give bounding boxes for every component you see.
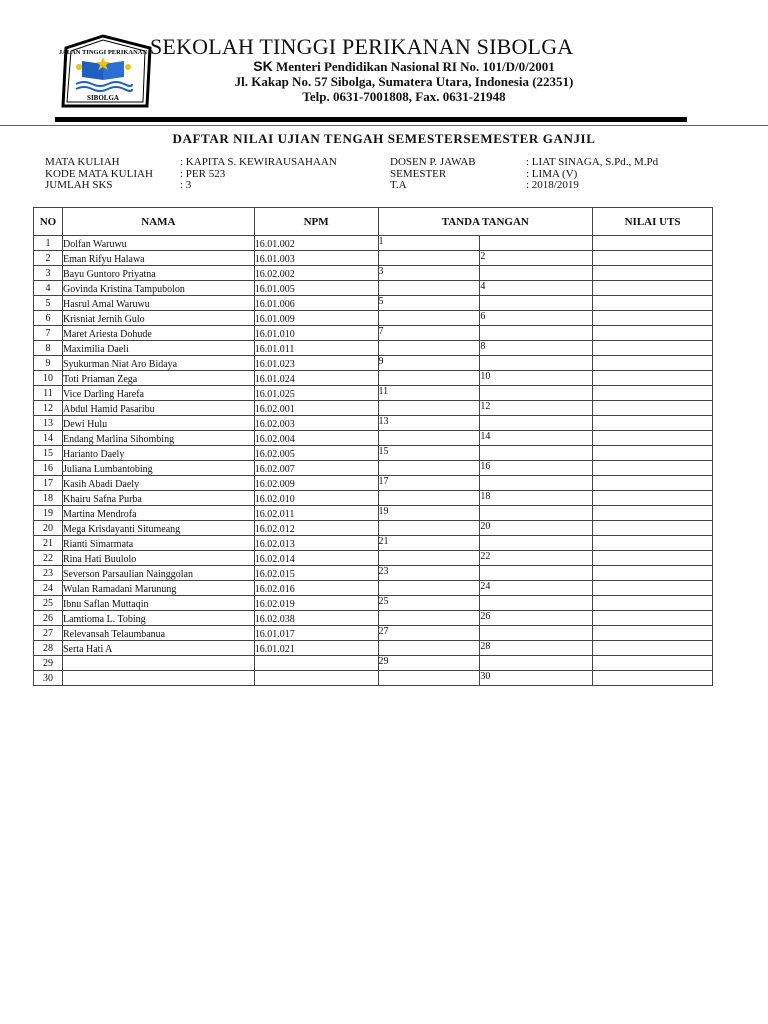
row-number: 10 — [34, 371, 63, 386]
student-npm: 16.01.010 — [254, 326, 378, 341]
signature-cell: 30 — [480, 671, 593, 686]
uts-score-cell — [593, 641, 713, 656]
signature-cell — [480, 356, 593, 371]
student-npm: 16.01.017 — [254, 626, 378, 641]
student-name: Rina Hati Buulolo — [62, 551, 254, 566]
signature-cell: 17 — [378, 476, 480, 491]
uts-score-cell — [593, 416, 713, 431]
signature-cell — [378, 401, 480, 416]
student-npm: 16.01.009 — [254, 311, 378, 326]
student-name: Bayu Guntoro Priyatna — [62, 266, 254, 281]
signature-cell: 26 — [480, 611, 593, 626]
table-row — [34, 371, 713, 386]
table-row — [34, 266, 713, 281]
header-npm: NPM — [254, 208, 378, 236]
student-npm: 16.02.038 — [254, 611, 378, 626]
student-name: Kasih Abadi Daely — [62, 476, 254, 491]
info-label: JUMLAH SKS — [45, 179, 113, 191]
table-row — [34, 506, 713, 521]
row-number: 1 — [34, 236, 63, 251]
signature-cell: 2 — [480, 251, 593, 266]
signature-cell: 29 — [378, 656, 480, 671]
info-right-labels — [390, 157, 476, 192]
student-npm: 16.01.002 — [254, 236, 378, 251]
signature-cell: 12 — [480, 401, 593, 416]
signature-cell: 14 — [480, 431, 593, 446]
info-label: KODE MATA KULIAH — [45, 167, 153, 180]
student-npm: 16.02.019 — [254, 596, 378, 611]
signature-cell — [378, 671, 480, 686]
info-label: T.A — [390, 179, 407, 191]
student-name: Toti Priaman Zega — [62, 371, 254, 386]
uts-score-cell — [593, 341, 713, 356]
uts-score-cell — [593, 506, 713, 521]
table-row — [34, 551, 713, 566]
student-npm: 16.02.004 — [254, 431, 378, 446]
info-right-values — [526, 157, 658, 192]
header-divider-thin — [0, 125, 768, 126]
row-number: 9 — [34, 356, 63, 371]
signature-cell: 19 — [378, 506, 480, 521]
signature-cell — [378, 491, 480, 506]
header-divider-thick — [55, 117, 687, 122]
table-row — [34, 491, 713, 506]
row-number: 16 — [34, 461, 63, 476]
uts-score-cell — [593, 566, 713, 581]
signature-cell: 1 — [378, 236, 480, 251]
uts-score-cell — [593, 251, 713, 266]
student-name: Govinda Kristina Tampubolon — [62, 281, 254, 296]
signature-cell — [378, 251, 480, 266]
student-name: Dewi Hulu — [62, 416, 254, 431]
signature-cell — [480, 296, 593, 311]
info-value: : 2018/2019 — [526, 179, 579, 191]
row-number: 19 — [34, 506, 63, 521]
signature-cell: 9 — [378, 356, 480, 371]
signature-cell: 28 — [480, 641, 593, 656]
student-npm: 16.02.001 — [254, 401, 378, 416]
student-name — [62, 671, 254, 686]
student-name: Maret Ariesta Dohude — [62, 326, 254, 341]
student-name: Maximilia Daeli — [62, 341, 254, 356]
student-name: Khairu Safna Purba — [62, 491, 254, 506]
info-left-labels — [45, 157, 153, 192]
uts-score-cell — [593, 236, 713, 251]
info-value: : KAPITA S. KEWIRAUSAHAAN — [180, 156, 337, 168]
row-number: 21 — [34, 536, 63, 551]
student-npm: 16.01.011 — [254, 341, 378, 356]
info-label: MATA KULIAH — [45, 156, 120, 168]
uts-score-cell — [593, 551, 713, 566]
svg-text:JALAN TINGGI PERIKANAN: JALAN TINGGI PERIKANAN — [58, 49, 148, 56]
info-value: : PER 523 — [180, 167, 226, 180]
table-row — [34, 386, 713, 401]
uts-score-cell — [593, 476, 713, 491]
row-number: 27 — [34, 626, 63, 641]
signature-cell — [480, 416, 593, 431]
row-number: 15 — [34, 446, 63, 461]
uts-score-cell — [593, 311, 713, 326]
signature-cell — [378, 521, 480, 536]
uts-score-cell — [593, 401, 713, 416]
signature-cell: 7 — [378, 326, 480, 341]
row-number: 25 — [34, 596, 63, 611]
signature-cell: 4 — [480, 281, 593, 296]
row-number: 11 — [34, 386, 63, 401]
uts-score-cell — [593, 671, 713, 686]
student-name: Mega Krisdayanti Situmeang — [62, 521, 254, 536]
table-row — [34, 461, 713, 476]
student-npm: 16.02.005 — [254, 446, 378, 461]
student-name: Hasrul Amal Waruwu — [62, 296, 254, 311]
signature-cell: 16 — [480, 461, 593, 476]
uts-score-cell — [593, 536, 713, 551]
grades-table — [33, 207, 713, 686]
table-header-row — [34, 208, 713, 236]
signature-cell — [378, 641, 480, 656]
header-nilai-uts: NILAI UTS — [593, 208, 713, 236]
row-number: 12 — [34, 401, 63, 416]
signature-cell — [480, 386, 593, 401]
student-npm: 16.01.005 — [254, 281, 378, 296]
student-npm: 16.02.016 — [254, 581, 378, 596]
uts-score-cell — [593, 296, 713, 311]
student-npm: 16.01.023 — [254, 356, 378, 371]
student-npm: 16.02.009 — [254, 476, 378, 491]
row-number: 4 — [34, 281, 63, 296]
table-row — [34, 251, 713, 266]
signature-cell — [480, 626, 593, 641]
uts-score-cell — [593, 446, 713, 461]
row-number: 14 — [34, 431, 63, 446]
row-number: 6 — [34, 311, 63, 326]
school-name: SEKOLAH TINGGI PERIKANAN SIBOLGA — [150, 34, 574, 59]
signature-cell — [378, 281, 480, 296]
row-number: 2 — [34, 251, 63, 266]
table-row — [34, 326, 713, 341]
table-row — [34, 446, 713, 461]
table-row — [34, 536, 713, 551]
student-name: Martina Mendrofa — [62, 506, 254, 521]
student-npm: 16.02.002 — [254, 266, 378, 281]
student-name: Krisniat Jernih Gulo — [62, 311, 254, 326]
row-number: 28 — [34, 641, 63, 656]
uts-score-cell — [593, 326, 713, 341]
table-row — [34, 566, 713, 581]
signature-cell — [480, 476, 593, 491]
sk-text: Menteri Pendidikan Nasional RI No. 101/D/0/2001 — [275, 59, 555, 74]
student-name: Juliana Lumbantobing — [62, 461, 254, 476]
signature-cell — [378, 611, 480, 626]
signature-cell: 20 — [480, 521, 593, 536]
table-row — [34, 626, 713, 641]
row-number: 22 — [34, 551, 63, 566]
signature-cell: 23 — [378, 566, 480, 581]
uts-score-cell — [593, 371, 713, 386]
header-nama: NAMA — [62, 208, 254, 236]
info-label: DOSEN P. JAWAB — [390, 156, 476, 168]
student-name — [62, 656, 254, 671]
signature-cell — [480, 566, 593, 581]
student-name: Abdul Hamid Pasaribu — [62, 401, 254, 416]
table-row — [34, 356, 713, 371]
table-row — [34, 416, 713, 431]
sk-prefix: SK — [253, 58, 273, 74]
table-row — [34, 581, 713, 596]
student-npm: 16.01.024 — [254, 371, 378, 386]
student-npm: 16.02.015 — [254, 566, 378, 581]
uts-score-cell — [593, 491, 713, 506]
signature-cell — [378, 551, 480, 566]
student-name: Eman Rifyu Halawa — [62, 251, 254, 266]
table-row — [34, 311, 713, 326]
student-name: Vice Darling Harefa — [62, 386, 254, 401]
uts-score-cell — [593, 461, 713, 476]
signature-cell: 8 — [480, 341, 593, 356]
uts-score-cell — [593, 596, 713, 611]
signature-cell: 10 — [480, 371, 593, 386]
table-row — [34, 281, 713, 296]
row-number: 24 — [34, 581, 63, 596]
signature-cell — [480, 446, 593, 461]
header-tanda-tangan: TANDA TANGAN — [378, 208, 593, 236]
table-row — [34, 236, 713, 251]
signature-cell — [480, 596, 593, 611]
table-row — [34, 341, 713, 356]
signature-cell — [480, 266, 593, 281]
info-value: : LIAT SINAGA, S.Pd., M.Pd — [526, 156, 659, 168]
table-row — [34, 671, 713, 686]
student-npm — [254, 656, 378, 671]
signature-cell: 18 — [480, 491, 593, 506]
signature-cell: 24 — [480, 581, 593, 596]
student-name: Dolfan Waruwu — [62, 236, 254, 251]
student-npm: 16.01.025 — [254, 386, 378, 401]
student-npm: 16.02.013 — [254, 536, 378, 551]
signature-cell — [378, 581, 480, 596]
uts-score-cell — [593, 626, 713, 641]
signature-cell: 13 — [378, 416, 480, 431]
student-npm: 16.01.006 — [254, 296, 378, 311]
student-name: Rianti Simarmata — [62, 536, 254, 551]
row-number: 26 — [34, 611, 63, 626]
uts-score-cell — [593, 521, 713, 536]
phone: Telp. 0631-7001808, Fax. 0631-21948 — [302, 89, 506, 104]
document-title: DAFTAR NILAI UJIAN TENGAH SEMESTERSEMESTER GANJIL — [172, 131, 596, 146]
signature-cell: 3 — [378, 266, 480, 281]
student-npm: 16.02.003 — [254, 416, 378, 431]
table-row — [34, 611, 713, 626]
student-npm: 16.02.007 — [254, 461, 378, 476]
signature-cell — [378, 311, 480, 326]
signature-cell — [480, 536, 593, 551]
student-npm: 16.01.021 — [254, 641, 378, 656]
svg-text:SIBOLGA: SIBOLGA — [87, 94, 119, 102]
signature-cell: 6 — [480, 311, 593, 326]
row-number: 13 — [34, 416, 63, 431]
signature-cell — [480, 506, 593, 521]
info-left-values — [180, 157, 337, 192]
uts-score-cell — [593, 281, 713, 296]
student-name: Ibnu Saflan Muttaqin — [62, 596, 254, 611]
signature-cell — [480, 326, 593, 341]
signature-cell: 11 — [378, 386, 480, 401]
row-number: 23 — [34, 566, 63, 581]
row-number: 3 — [34, 266, 63, 281]
student-name: Harianto Daely — [62, 446, 254, 461]
address: Jl. Kakap No. 57 Sibolga, Sumatera Utara, Indonesia (22351) — [234, 74, 574, 89]
row-number: 5 — [34, 296, 63, 311]
table-row — [34, 296, 713, 311]
student-npm: 16.02.012 — [254, 521, 378, 536]
row-number: 30 — [34, 671, 63, 686]
row-number: 18 — [34, 491, 63, 506]
student-name: Relevansah Telaumbanua — [62, 626, 254, 641]
info-label: SEMESTER — [390, 167, 447, 180]
student-name: Serta Hati A — [62, 641, 254, 656]
student-npm — [254, 671, 378, 686]
signature-cell — [378, 461, 480, 476]
uts-score-cell — [593, 266, 713, 281]
header-no: NO — [34, 208, 63, 236]
sk-line — [0, 58, 768, 75]
signature-cell — [378, 371, 480, 386]
uts-score-cell — [593, 656, 713, 671]
student-npm: 16.02.010 — [254, 491, 378, 506]
row-number: 29 — [34, 656, 63, 671]
table-row — [34, 476, 713, 491]
student-name: Lamtioma L. Tobing — [62, 611, 254, 626]
table-row — [34, 641, 713, 656]
signature-cell: 15 — [378, 446, 480, 461]
student-npm: 16.01.003 — [254, 251, 378, 266]
student-name: Syukurman Niat Aro Bidaya — [62, 356, 254, 371]
table-row — [34, 521, 713, 536]
student-name: Severson Parsaulian Nainggolan — [62, 566, 254, 581]
table-row — [34, 431, 713, 446]
signature-cell: 21 — [378, 536, 480, 551]
signature-cell — [378, 341, 480, 356]
signature-cell — [480, 236, 593, 251]
table-row — [34, 596, 713, 611]
info-value: : LIMA (V) — [526, 167, 578, 180]
info-value: : 3 — [180, 179, 192, 191]
signature-cell: 22 — [480, 551, 593, 566]
student-name: Wulan Ramadani Marunung — [62, 581, 254, 596]
student-npm: 16.02.011 — [254, 506, 378, 521]
row-number: 8 — [34, 341, 63, 356]
signature-cell: 25 — [378, 596, 480, 611]
row-number: 7 — [34, 326, 63, 341]
signature-cell: 27 — [378, 626, 480, 641]
uts-score-cell — [593, 386, 713, 401]
row-number: 17 — [34, 476, 63, 491]
student-npm: 16.02.014 — [254, 551, 378, 566]
signature-cell: 5 — [378, 296, 480, 311]
table-row — [34, 656, 713, 671]
student-name: Endang Marlina Sihombing — [62, 431, 254, 446]
uts-score-cell — [593, 431, 713, 446]
signature-cell — [378, 431, 480, 446]
row-number: 20 — [34, 521, 63, 536]
table-row — [34, 401, 713, 416]
signature-cell — [480, 656, 593, 671]
uts-score-cell — [593, 356, 713, 371]
uts-score-cell — [593, 581, 713, 596]
uts-score-cell — [593, 611, 713, 626]
